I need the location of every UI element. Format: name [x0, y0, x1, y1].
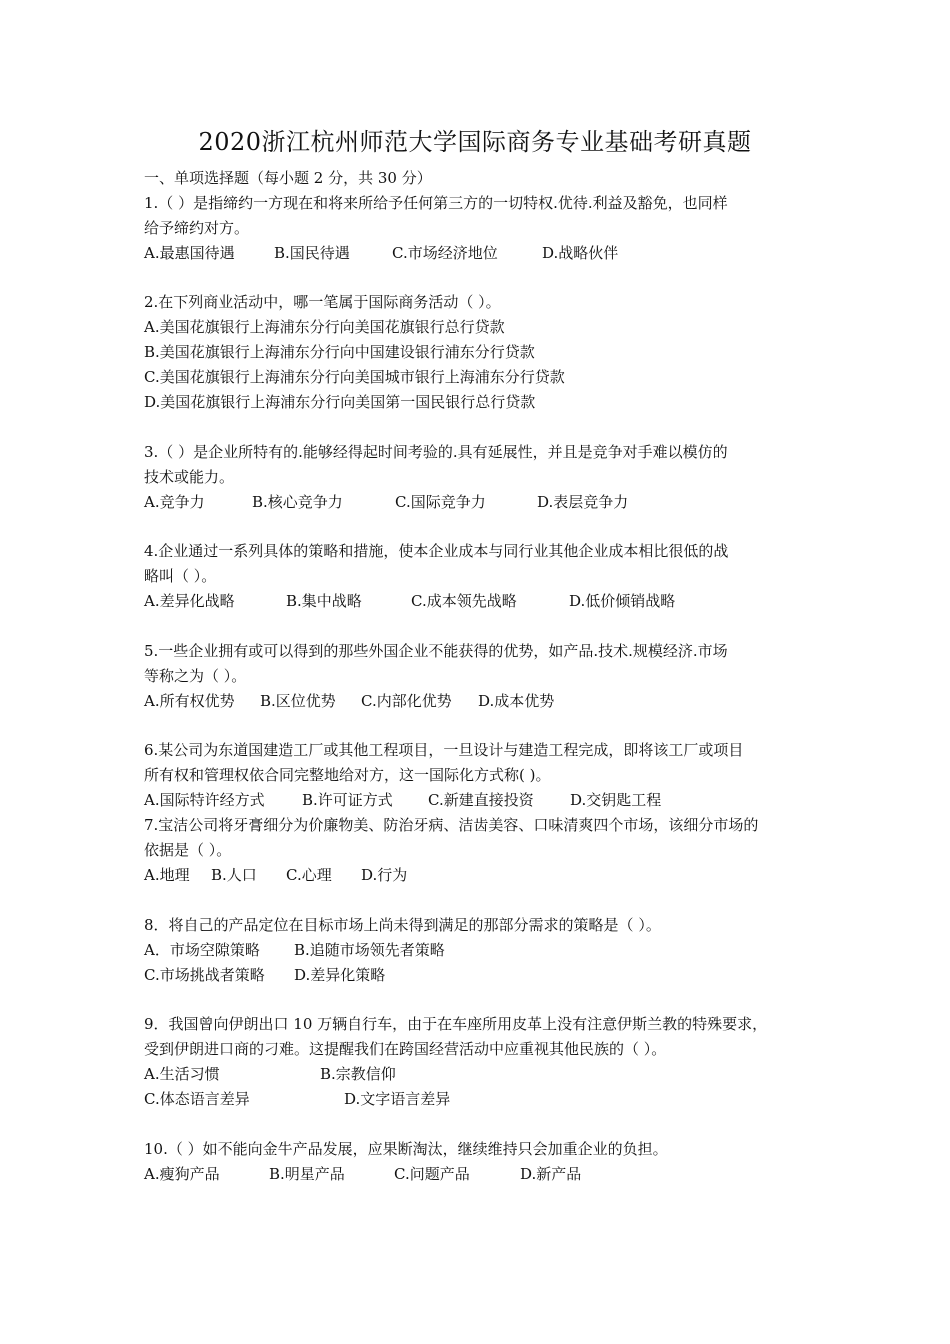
question-text: 2.在下列商业活动中，哪一笔属于国际商务活动（ ）。 — [144, 293, 501, 312]
option-c: C.心理 — [286, 865, 332, 884]
option-b: B.核心竞争力 — [252, 492, 343, 511]
question-9 — [144, 1012, 816, 1112]
option-d: D.战略伙伴 — [542, 243, 619, 262]
option-row — [144, 938, 816, 963]
question-8 — [144, 913, 816, 988]
option-row — [144, 1162, 816, 1187]
question-4 — [144, 539, 816, 614]
question-2 — [144, 290, 816, 414]
option-a: A.所有权优势 — [144, 691, 235, 710]
option-a: A.最惠国待遇 — [144, 243, 235, 262]
option-a: A.瘦狗产品 — [144, 1164, 220, 1183]
option-b: B.许可证方式 — [302, 791, 393, 810]
option-a: A.差异化战略 — [144, 592, 235, 611]
option-row — [144, 490, 816, 515]
option-d: D.差异化策略 — [294, 965, 386, 984]
option-a: A．市场空隙策略 — [144, 940, 260, 959]
question-5 — [144, 639, 816, 714]
option-d: D.新产品 — [520, 1164, 582, 1183]
option-d: D.表层竞争力 — [537, 492, 629, 511]
question-6 — [144, 738, 816, 813]
option-c: C.美国花旗银行上海浦东分行向美国城市银行上海浦东分行贷款 — [144, 368, 565, 387]
option-row — [144, 788, 816, 813]
option-b: B.宗教信仰 — [320, 1065, 396, 1084]
option-a: A.生活习惯 — [144, 1065, 220, 1084]
option-row — [144, 863, 816, 888]
option-c: C.成本领先战略 — [411, 592, 517, 611]
question-text: 7.宝洁公司将牙膏细分为价廉物美、防治牙病、洁齿美容、口味清爽四个市场，该细分市场的 — [144, 816, 759, 835]
question-10 — [144, 1137, 816, 1187]
option-c: C.市场挑战者策略 — [144, 965, 265, 984]
option-row — [144, 589, 816, 614]
question-text: 4.企业通过一系列具体的策略和措施，使本企业成本与同行业其他企业成本相比很低的战 — [144, 542, 729, 561]
option-b: B.明星产品 — [269, 1164, 345, 1183]
question-text: 1.（ ）是指缔约一方现在和将来所给予任何第三方的一切特权.优待.利益及豁免，也同样 — [144, 193, 728, 212]
question-text: 依据是（ ）。 — [144, 841, 232, 860]
option-row — [144, 963, 816, 988]
option-c: C.国际竞争力 — [395, 492, 486, 511]
option-b: B.追随市场领先者策略 — [294, 940, 445, 959]
question-text: 所有权和管理权依合同完整地给对方，这一国际化方式称( )。 — [144, 766, 551, 785]
option-d: D.低价倾销战略 — [569, 592, 676, 611]
question-text: 3.（ ）是企业所特有的.能够经得起时间考验的.具有延展性，并且是竞争对手难以模仿的 — [144, 442, 728, 461]
option-d: D.美国花旗银行上海浦东分行向美国第一国民银行总行贷款 — [144, 393, 536, 412]
option-b: B.人口 — [211, 865, 257, 884]
option-b: B.区位优势 — [260, 691, 336, 710]
option-d: D.交钥匙工程 — [570, 791, 662, 810]
question-text: 技术或能力。 — [144, 467, 235, 486]
option-c: C.内部化优势 — [361, 691, 452, 710]
question-1 — [144, 191, 816, 266]
question-text: 等称之为（ ）。 — [144, 666, 247, 685]
option-row — [144, 1087, 816, 1112]
question-text: 8．将自己的产品定位在目标市场上尚未得到满足的那部分需求的策略是（ ）。 — [144, 915, 661, 934]
option-a: A.美国花旗银行上海浦东分行向美国花旗银行总行贷款 — [144, 318, 505, 337]
question-text: 5.一些企业拥有或可以得到的那些外国企业不能获得的优势，如产品.技术.规模经济.市场 — [144, 641, 728, 660]
document-title: 2020浙江杭州师范大学国际商务专业基础考研真题 — [198, 128, 752, 156]
question-text: 略叫（ ）。 — [144, 567, 217, 586]
document-body — [144, 166, 816, 1187]
option-a: A.竞争力 — [144, 492, 205, 511]
option-row — [144, 241, 816, 266]
question-7 — [144, 813, 816, 888]
option-b: B.集中战略 — [286, 592, 362, 611]
question-3 — [144, 440, 816, 515]
option-d: D.行为 — [361, 865, 408, 884]
question-text: 10.（ ）如不能向金牛产品发展，应果断淘汰，继续维持只会加重企业的负担。 — [144, 1139, 668, 1158]
option-row — [144, 689, 816, 714]
question-text: 9．我国曾向伊朗出口 10 万辆自行车，由于在车座所用皮革上没有注意伊斯兰教的特殊要求， — [144, 1015, 768, 1034]
option-row — [144, 1062, 816, 1087]
option-a: A.地理 — [144, 865, 190, 884]
option-c: C.体态语言差异 — [144, 1089, 250, 1108]
question-text: 受到伊朗进口商的刁难。这提醒我们在跨国经营活动中应重视其他民族的（ ）。 — [144, 1040, 667, 1059]
option-a: A.国际特许经方式 — [144, 791, 265, 810]
section-heading: 一、单项选择题（每小题 2 分，共 30 分） — [144, 169, 432, 187]
question-text: 给予缔约对方。 — [144, 218, 250, 237]
option-c: C.市场经济地位 — [392, 243, 498, 262]
question-text: 6.某公司为东道国建造工厂或其他工程项目，一旦设计与建造工程完成，即将该工厂或项目 — [144, 741, 744, 760]
option-d: D.文字语言差异 — [344, 1089, 451, 1108]
option-b: B.国民待遇 — [274, 243, 350, 262]
option-d: D.成本优势 — [478, 691, 555, 710]
option-c: C.新建直接投资 — [428, 791, 534, 810]
option-c: C.问题产品 — [394, 1164, 470, 1183]
option-b: B.美国花旗银行上海浦东分行向中国建设银行浦东分行贷款 — [144, 343, 535, 362]
